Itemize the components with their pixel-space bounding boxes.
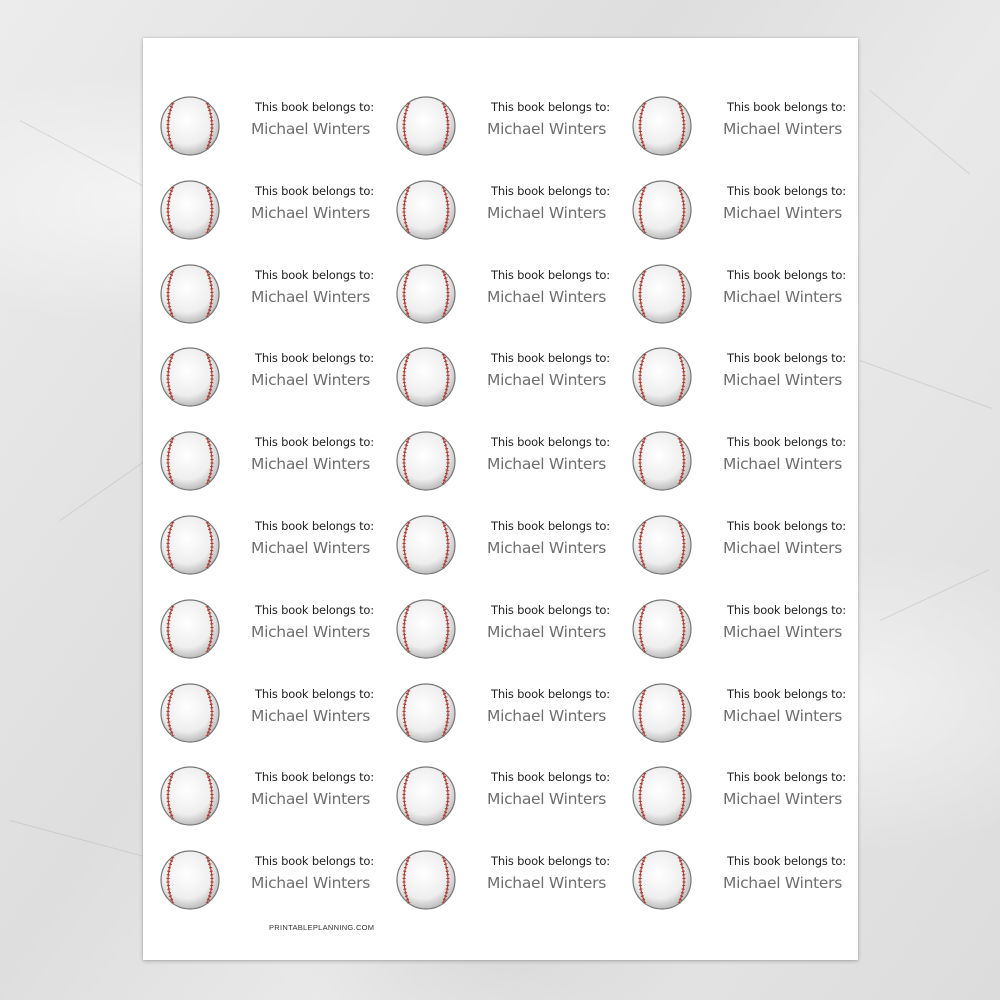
- label-caption: This book belongs to:: [491, 268, 610, 282]
- label-caption: This book belongs to:: [491, 603, 610, 617]
- baseball-icon: [395, 346, 457, 408]
- baseball-icon: [159, 765, 221, 827]
- baseball-icon: [395, 430, 457, 492]
- baseball-icon: [631, 430, 693, 492]
- baseball-icon: [159, 514, 221, 576]
- baseball-icon: [631, 514, 693, 576]
- bookplate-label: [395, 760, 615, 830]
- bookplate-label: [631, 258, 851, 328]
- label-owner-name: Michael Winters: [723, 790, 842, 808]
- label-caption: This book belongs to:: [727, 854, 846, 868]
- bookplate-label: [159, 174, 379, 244]
- baseball-icon: [395, 849, 457, 911]
- bookplate-label: [631, 174, 851, 244]
- label-caption: This book belongs to:: [255, 100, 374, 114]
- bookplate-label: [631, 509, 851, 579]
- label-caption: This book belongs to:: [727, 770, 846, 784]
- label-owner-name: Michael Winters: [251, 288, 370, 306]
- bookplate-label: [631, 341, 851, 411]
- bookplate-label: [395, 844, 615, 914]
- baseball-icon: [631, 263, 693, 325]
- label-owner-name: Michael Winters: [487, 707, 606, 725]
- label-owner-name: Michael Winters: [487, 371, 606, 389]
- baseball-icon: [631, 598, 693, 660]
- label-caption: This book belongs to:: [491, 770, 610, 784]
- bookplate-label: [159, 258, 379, 328]
- bookplate-label: [395, 341, 615, 411]
- bookplate-label: [395, 677, 615, 747]
- label-owner-name: Michael Winters: [723, 707, 842, 725]
- baseball-icon: [631, 849, 693, 911]
- label-caption: This book belongs to:: [255, 687, 374, 701]
- label-owner-name: Michael Winters: [723, 874, 842, 892]
- bookplate-label: [159, 593, 379, 663]
- label-owner-name: Michael Winters: [723, 455, 842, 473]
- bookplate-label: [159, 844, 379, 914]
- baseball-icon: [159, 430, 221, 492]
- baseball-icon: [159, 95, 221, 157]
- label-caption: This book belongs to:: [727, 351, 846, 365]
- label-caption: This book belongs to:: [727, 268, 846, 282]
- label-caption: This book belongs to:: [727, 687, 846, 701]
- label-owner-name: Michael Winters: [251, 707, 370, 725]
- baseball-icon: [159, 263, 221, 325]
- baseball-icon: [631, 765, 693, 827]
- label-owner-name: Michael Winters: [251, 455, 370, 473]
- bookplate-label: [631, 677, 851, 747]
- label-owner-name: Michael Winters: [487, 623, 606, 641]
- bookplate-label: [395, 174, 615, 244]
- label-owner-name: Michael Winters: [251, 539, 370, 557]
- bookplate-label: [159, 341, 379, 411]
- label-owner-name: Michael Winters: [487, 204, 606, 222]
- label-owner-name: Michael Winters: [723, 288, 842, 306]
- label-owner-name: Michael Winters: [487, 455, 606, 473]
- label-caption: This book belongs to:: [727, 100, 846, 114]
- label-owner-name: Michael Winters: [723, 623, 842, 641]
- bookplate-label: [159, 760, 379, 830]
- bookplate-label: [631, 90, 851, 160]
- label-caption: This book belongs to:: [491, 687, 610, 701]
- label-caption: This book belongs to:: [255, 519, 374, 533]
- label-caption: This book belongs to:: [491, 854, 610, 868]
- baseball-icon: [395, 598, 457, 660]
- baseball-icon: [631, 682, 693, 744]
- footer-website: PRINTABLEPLANNING.COM: [269, 923, 375, 932]
- label-caption: This book belongs to:: [255, 184, 374, 198]
- bookplate-label: [631, 425, 851, 495]
- bookplate-label: [631, 844, 851, 914]
- baseball-icon: [395, 263, 457, 325]
- bookplate-label: [395, 90, 615, 160]
- bookplate-label: [159, 425, 379, 495]
- label-owner-name: Michael Winters: [487, 874, 606, 892]
- label-caption: This book belongs to:: [255, 351, 374, 365]
- bookplate-label: [395, 258, 615, 328]
- label-owner-name: Michael Winters: [251, 120, 370, 138]
- label-owner-name: Michael Winters: [251, 790, 370, 808]
- bookplate-label: [631, 593, 851, 663]
- bookplate-label: [159, 509, 379, 579]
- baseball-icon: [159, 682, 221, 744]
- label-caption: This book belongs to:: [727, 519, 846, 533]
- label-caption: This book belongs to:: [727, 603, 846, 617]
- label-owner-name: Michael Winters: [487, 790, 606, 808]
- label-caption: This book belongs to:: [491, 184, 610, 198]
- baseball-icon: [159, 849, 221, 911]
- label-owner-name: Michael Winters: [487, 120, 606, 138]
- label-owner-name: Michael Winters: [487, 288, 606, 306]
- baseball-icon: [395, 514, 457, 576]
- baseball-icon: [159, 346, 221, 408]
- label-caption: This book belongs to:: [727, 184, 846, 198]
- label-owner-name: Michael Winters: [251, 874, 370, 892]
- baseball-icon: [395, 95, 457, 157]
- label-caption: This book belongs to:: [255, 268, 374, 282]
- baseball-icon: [395, 179, 457, 241]
- label-caption: This book belongs to:: [491, 351, 610, 365]
- label-caption: This book belongs to:: [255, 435, 374, 449]
- baseball-icon: [395, 765, 457, 827]
- label-owner-name: Michael Winters: [723, 120, 842, 138]
- label-owner-name: Michael Winters: [723, 204, 842, 222]
- baseball-icon: [159, 598, 221, 660]
- baseball-icon: [395, 682, 457, 744]
- label-caption: This book belongs to:: [255, 603, 374, 617]
- bookplate-label: [395, 425, 615, 495]
- label-caption: This book belongs to:: [491, 519, 610, 533]
- bookplate-label: [159, 677, 379, 747]
- label-caption: This book belongs to:: [255, 854, 374, 868]
- baseball-icon: [159, 179, 221, 241]
- label-owner-name: Michael Winters: [251, 623, 370, 641]
- baseball-icon: [631, 95, 693, 157]
- label-owner-name: Michael Winters: [723, 371, 842, 389]
- baseball-icon: [631, 179, 693, 241]
- label-sheet: [143, 38, 858, 960]
- label-owner-name: Michael Winters: [723, 539, 842, 557]
- label-caption: This book belongs to:: [491, 435, 610, 449]
- bookplate-label: [395, 593, 615, 663]
- label-caption: This book belongs to:: [727, 435, 846, 449]
- baseball-icon: [631, 346, 693, 408]
- label-owner-name: Michael Winters: [251, 204, 370, 222]
- label-caption: This book belongs to:: [491, 100, 610, 114]
- label-caption: This book belongs to:: [255, 770, 374, 784]
- bookplate-label: [631, 760, 851, 830]
- label-owner-name: Michael Winters: [487, 539, 606, 557]
- bookplate-label: [395, 509, 615, 579]
- label-owner-name: Michael Winters: [251, 371, 370, 389]
- bookplate-label: [159, 90, 379, 160]
